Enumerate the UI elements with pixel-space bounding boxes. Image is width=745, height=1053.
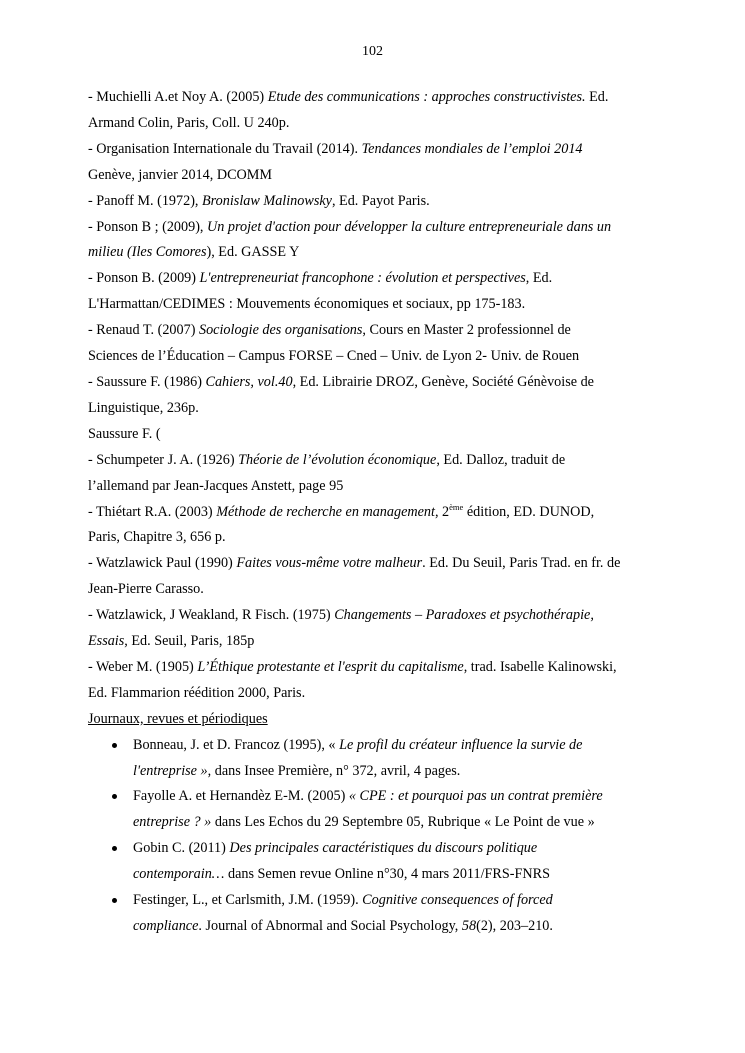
reference-entry: - Organisation Internationale du Travail (2014). Tendances mondiales de l’emploi 2014 Genève, janvier 2014, DCOMM <box>88 140 583 183</box>
list-item: Gobin C. (2011) Des principales caractéristiques du discours politique contemporain… dans Semen revue Online n°30, 4 mars 2011/FRS-FNRS <box>88 836 668 888</box>
reference-entry: - Thiétart R.A. (2003) Méthode de recherche en management, 2ème édition, ED. DUNOD, Paris, Chapitre 3, 656 p. <box>88 501 595 546</box>
reference-entry: - Saussure F. (1986) Cahiers, vol.40, Ed. Librairie DROZ, Genève, Société Génèvoise de Linguistique, 236p. <box>88 373 594 416</box>
list-item: Bonneau, J. et D. Francoz (1995), « Le profil du créateur influence la survie de l'entreprise », dans Insee Première, n° 372, avril, 4 pages. <box>88 733 668 785</box>
reference-entry: - Watzlawick Paul (1990) Faites vous-même votre malheur. Ed. Du Seuil, Paris Trad. en fr. de Jean-Pierre Carasso. <box>88 555 621 598</box>
reference-entry: - Weber M. (1905) L’Éthique protestante et l'esprit du capitalisme, trad. Isabelle Kalinowski, Ed. Flammarion réédition 2000, Paris. <box>88 658 617 701</box>
periodicals-list <box>88 733 668 940</box>
reference-entry: - Ponson B. (2009) L'entrepreneuriat francophone : évolution et perspectives, Ed. L'Harmattan/CEDIMES : Mouvements économiques et sociaux, pp 175-183. <box>88 270 553 313</box>
bullet-icon <box>112 846 117 851</box>
reference-entry: - Watzlawick, J Weakland, R Fisch. (1975) Changements – Paradoxes et psychothérapie, Essais, Ed. Seuil, Paris, 185p <box>88 607 594 650</box>
reference-entry: - Ponson B ; (2009), Un projet d'action pour développer la culture entrepreneuriale dans un milieu (Iles Comores), Ed. GASSE Y <box>88 218 612 261</box>
reference-entry: - Muchielli A.et Noy A. (2005) Etude des communications : approches constructivistes. Ed. Armand Colin, Paris, Coll. U 240p. <box>88 89 609 131</box>
bullet-icon <box>112 794 117 799</box>
list-item: Fayolle A. et Hernandèz E-M. (2005) « CPE : et pourquoi pas un contrat première entreprise ? » dans Les Echos du 29 Septembre 05, Rubrique « Le Point de vue » <box>88 784 668 836</box>
page-number: 102 <box>362 44 383 59</box>
bullet-icon <box>112 898 117 903</box>
bullet-icon <box>112 743 117 748</box>
bibliography <box>88 85 668 940</box>
reference-entry: - Schumpeter J. A. (1926) Théorie de l’évolution économique, Ed. Dalloz, traduit de l’allemand par Jean-Jacques Anstett, page 95 <box>88 451 566 494</box>
list-item: Festinger, L., et Carlsmith, J.M. (1959). Cognitive consequences of forced compliance. Journal of Abnormal and Social Psychology, 58(2), 203–210. <box>88 888 668 940</box>
section-heading: Journaux, revues et périodiques <box>88 710 268 727</box>
reference-entry: Saussure F. ( <box>88 425 161 442</box>
reference-entry: - Renaud T. (2007) Sociologie des organisations, Cours en Master 2 professionnel de Sciences de l’Éducation – Campus FORSE – Cned – Univ. de Lyon 2- Univ. de Rouen <box>88 322 580 365</box>
reference-entry: - Panoff M. (1972), Bronislaw Malinowsky, Ed. Payot Paris. <box>88 192 430 209</box>
